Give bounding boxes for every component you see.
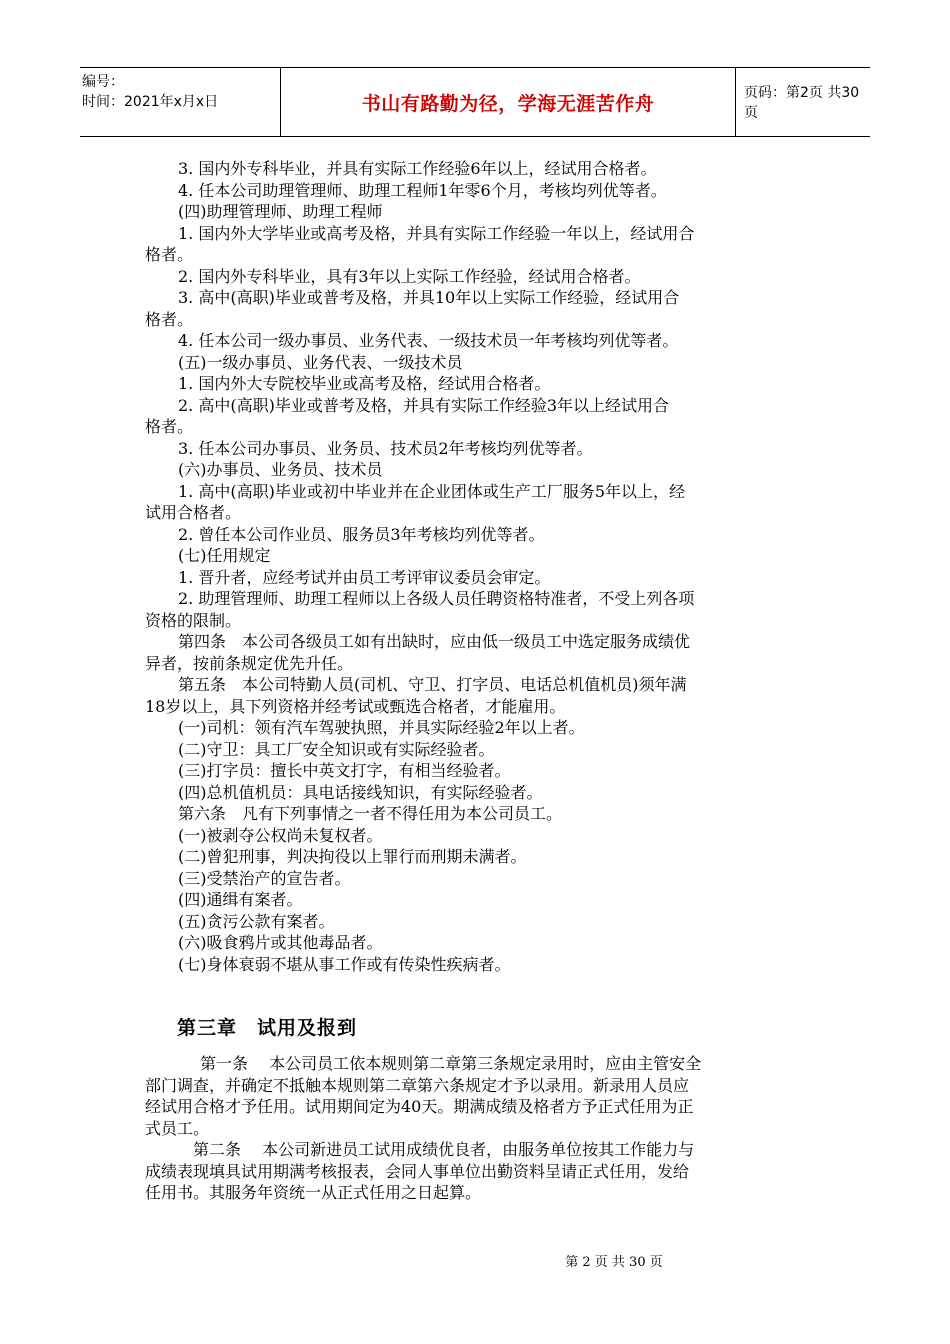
text-line: 第六条 凡有下列事情之一者不得任用为本公司员工。 <box>178 804 563 823</box>
text-line: 3. 国内外专科毕业，并具有实际工作经验6年以上，经试用合格者。 <box>178 159 657 178</box>
text-line: (一)被剥夺公权尚未复权者。 <box>178 825 383 845</box>
header-page-info: 页码：第2页 共30页 <box>744 85 860 121</box>
text-line: 1. 晋升者，应经考试并由员工考评审议委员会审定。 <box>178 567 551 587</box>
text-line: (四)通缉有案者。 <box>178 890 303 909</box>
text-line: 2. 助理管理师、助理工程师以上各级人员任聘资格特准者，不受上列各项 <box>178 589 695 608</box>
text-line: (五)贪污公款有案者。 <box>178 911 335 931</box>
text-line: (二)守卫：具工厂安全知识或有实际经验者。 <box>178 739 495 759</box>
text-line: 第五条 本公司特勤人员(司机、守卫、打字员、电话总机值机员)须年满 <box>178 675 687 694</box>
text-line: (一)司机：领有汽车驾驶执照，并具实际经验2年以上者。 <box>178 718 585 737</box>
text-line: 1. 高中(高职)毕业或初中毕业并在企业团体或生产工厂服务5年以上，经 <box>178 481 686 501</box>
text-line: 3. 任本公司办事员、业务员、技术员2年考核均列优等者。 <box>178 438 593 458</box>
text-line: 2. 高中(高职)毕业或普考及格，并具有实际工作经验3年以上经试用合 <box>178 395 670 415</box>
text-line: (四)助理管理师、助理工程师 <box>178 202 383 221</box>
chapter-title: 第三章 试用及报到 <box>177 1017 358 1039</box>
text-line: (六)吸食鸦片或其他毒品者。 <box>178 933 383 952</box>
text-line: 第二条 本公司新进员工试用成绩优良者，由服务单位按其工作能力与 <box>193 1140 695 1159</box>
document-date: 时间：2021年x月x日 <box>82 94 219 110</box>
text-line: 2. 国内外专科毕业，具有3年以上实际工作经验，经试用合格者。 <box>178 266 641 286</box>
chapter-body <box>145 1053 810 1204</box>
document-number-label: 编号： <box>82 74 124 90</box>
text-line: 成绩表现填具试用期满考核报表，会同人事单位出勤资料呈请正式任用，发给 <box>145 1161 690 1181</box>
text-line: 1. 国内外大专院校毕业或高考及格，经试用合格者。 <box>178 374 551 393</box>
text-line: (七)任用规定 <box>178 546 271 565</box>
text-line: 3. 高中(高职)毕业或普考及格，并具10年以上实际工作经验，经试用合 <box>178 288 680 307</box>
text-line: 式员工。 <box>145 1118 210 1138</box>
text-line: 任用书。其服务年资统一从正式任用之日起算。 <box>145 1183 482 1202</box>
text-line: 4. 任本公司助理管理师、助理工程师1年零6个月，考核均列优等者。 <box>178 180 667 200</box>
document-body <box>145 158 810 975</box>
text-line: 第四条 本公司各级员工如有出缺时，应由低一级员工中选定服务成绩优 <box>178 632 691 651</box>
text-line: 1. 国内外大学毕业或高考及格，并具有实际工作经验一年以上，经试用合 <box>178 223 695 243</box>
text-line: (三)打字员：擅长中英文打字，有相当经验者。 <box>178 761 511 780</box>
page-header <box>80 67 870 137</box>
text-line: 异者，按前条规定优先升任。 <box>145 653 354 673</box>
text-line: 18岁以上，具下列资格并经考试或甄选合格者，才能雇用。 <box>145 696 566 716</box>
page-footer: 第 2 页 共 30 页 <box>565 1255 663 1270</box>
text-line: 格者。 <box>145 245 194 264</box>
text-line: (七)身体衰弱不堪从事工作或有传染性疾病者。 <box>178 954 511 974</box>
header-motto: 书山有路勤为径，学海无涯苦作舟 <box>280 68 736 136</box>
text-line: (四)总机值机员：具电话接线知识，有实际经验者。 <box>178 782 543 802</box>
text-line: 格者。 <box>145 309 194 329</box>
text-line: 经试用合格才予任用。试用期间定为40天。期满成绩及格者方予正式任用为正 <box>145 1097 694 1116</box>
header-meta <box>82 72 278 112</box>
text-line: (三)受禁治产的宣告者。 <box>178 868 351 888</box>
text-line: 2. 曾任本公司作业员、服务员3年考核均列优等者。 <box>178 524 545 544</box>
text-line: (六)办事员、业务员、技术员 <box>178 460 383 479</box>
text-line: 4. 任本公司一级办事员、业务代表、一级技术员一年考核均列优等者。 <box>178 331 679 350</box>
text-line: (五)一级办事员、业务代表、一级技术员 <box>178 352 463 372</box>
text-line: 资格的限制。 <box>145 610 242 630</box>
text-line: 格者。 <box>145 417 194 436</box>
text-line: (二)曾犯刑事，判决拘役以上罪行而刑期未满者。 <box>178 847 527 866</box>
text-line: 第一条 本公司员工依本规则第二章第三条规定录用时，应由主管安全 <box>200 1054 702 1073</box>
text-line: 部门调查，并确定不抵触本规则第二章第六条规定才予以录用。新录用人员应 <box>145 1075 690 1095</box>
text-line: 试用合格者。 <box>145 503 242 522</box>
